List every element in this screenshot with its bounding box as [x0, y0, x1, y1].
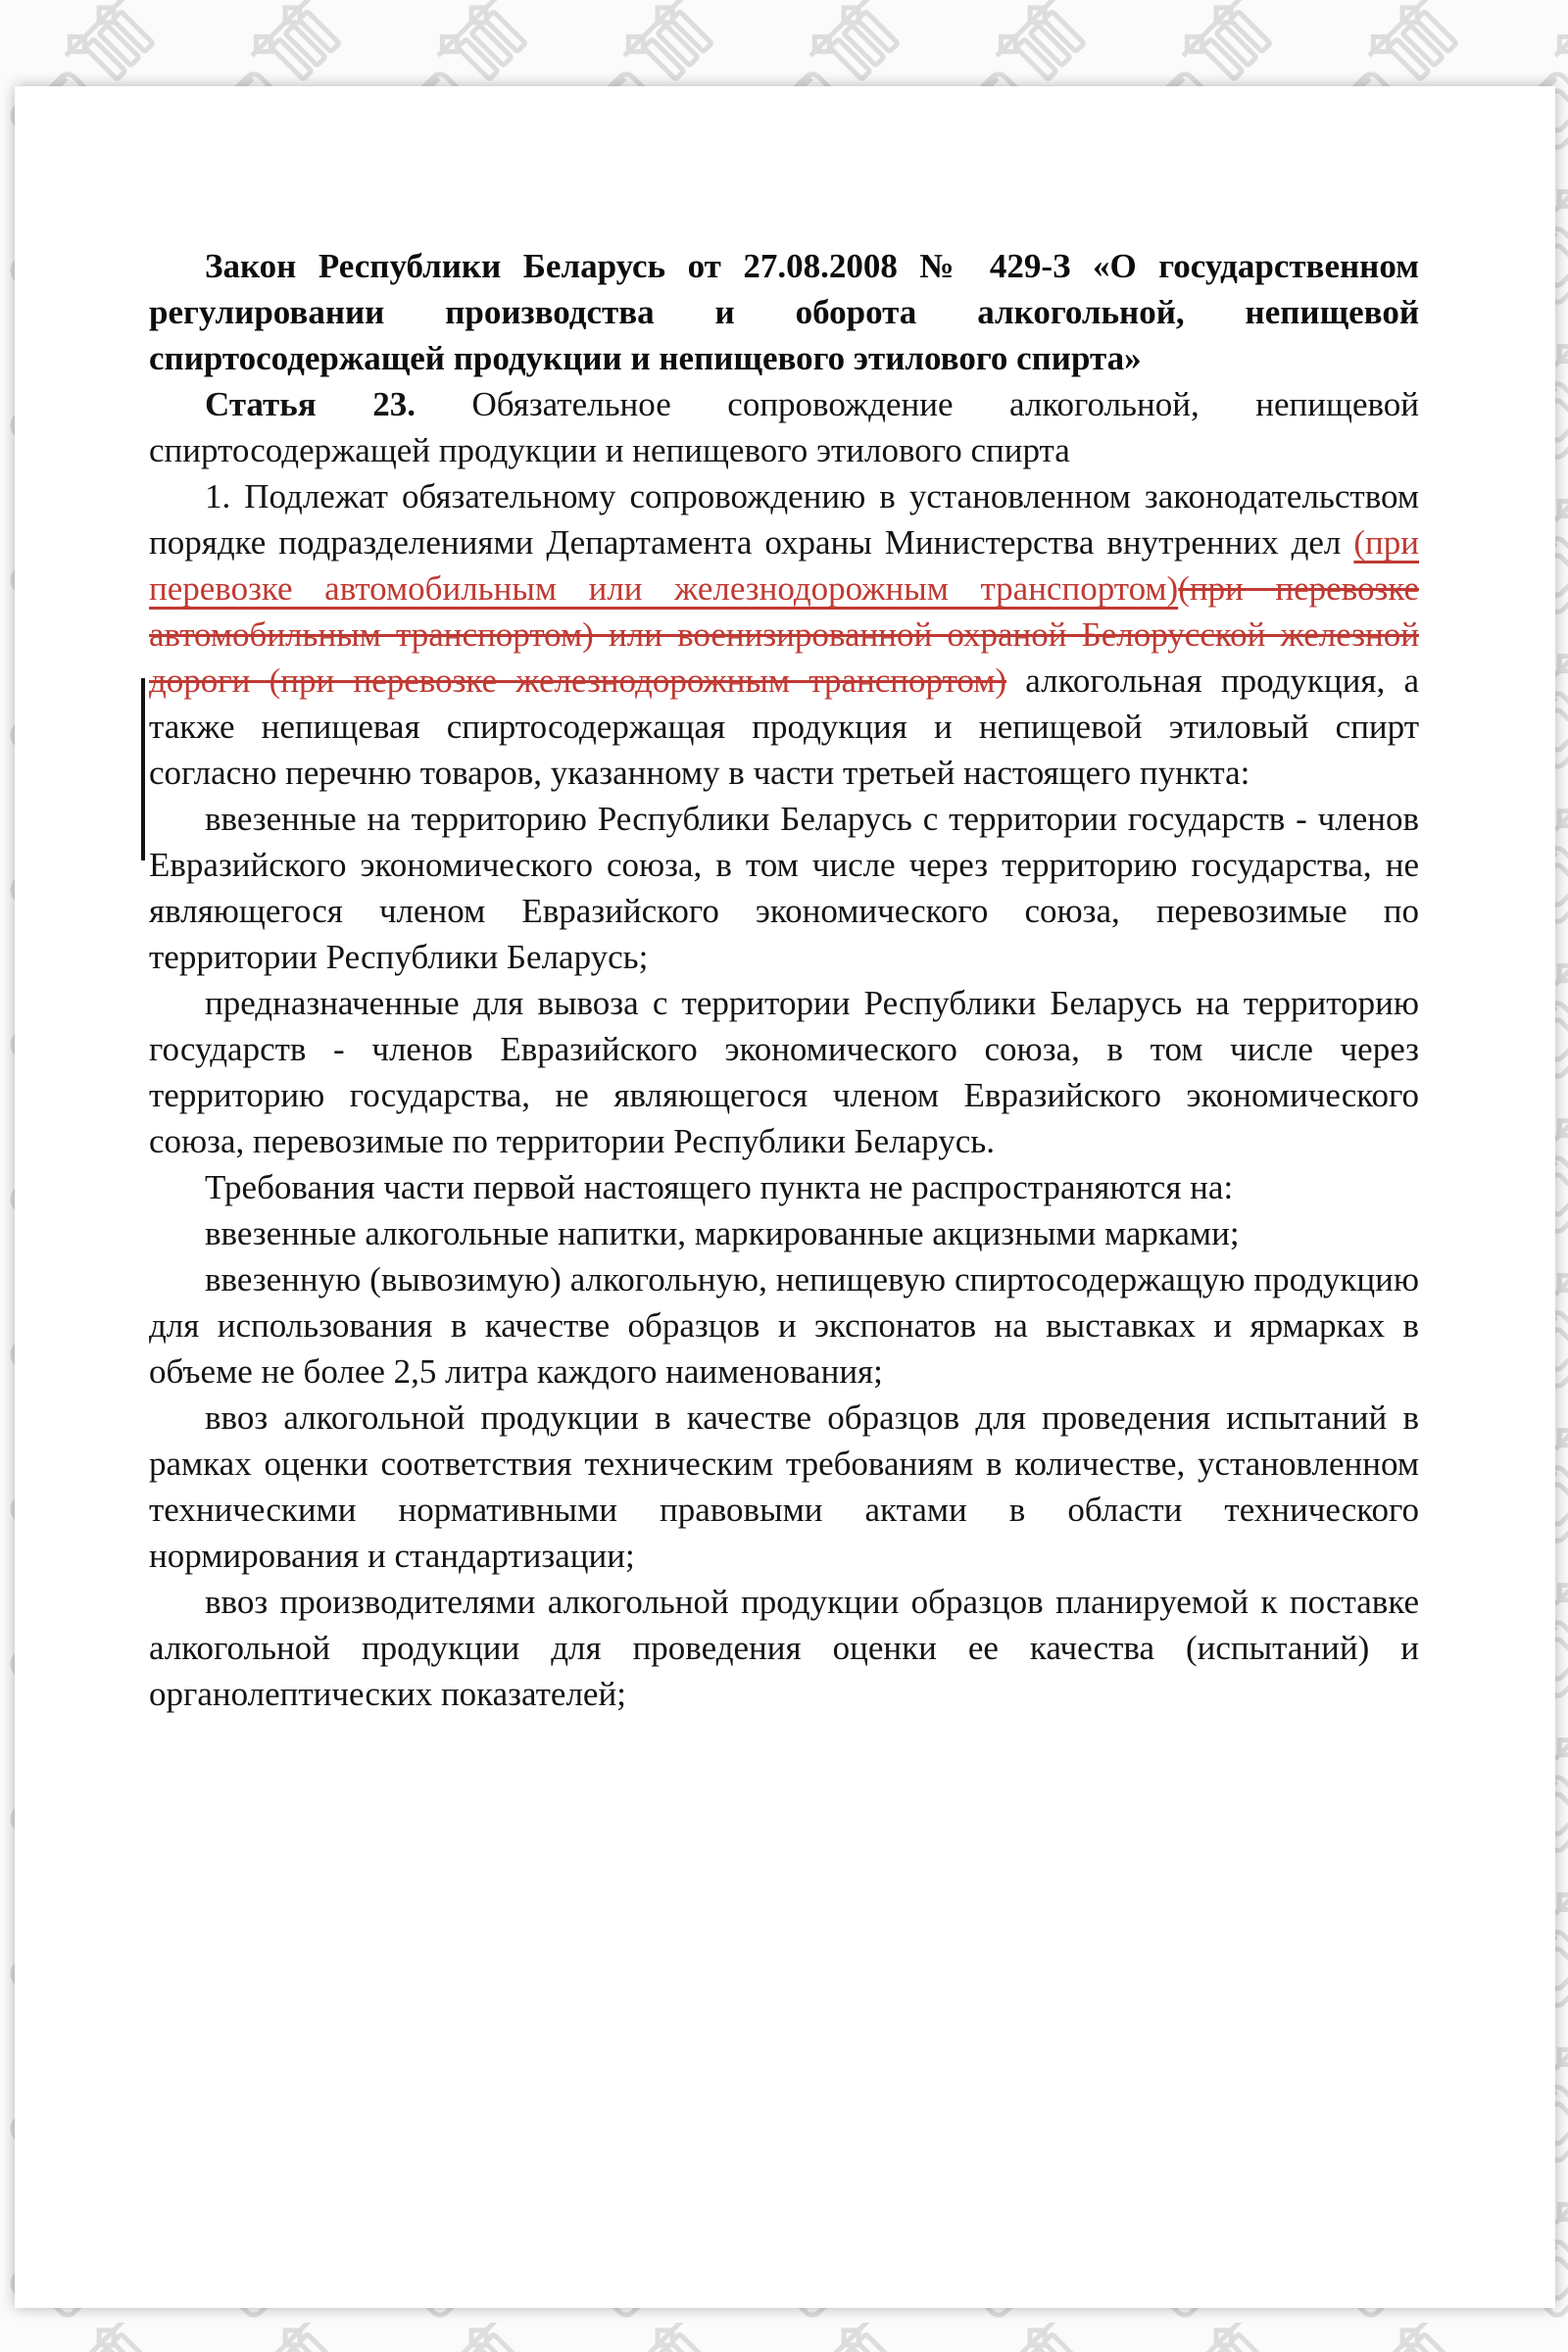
law-title: Закон Республики Беларусь от 27.08.2008 № 429-З «О государственном регулировании производства и оборота алкогольной, непищевой спиртосодержащей продукции и непищевого этилового спирта» — [149, 247, 1419, 377]
body-paragraph-export-goods: предназначенные для вывоза с территории Республики Беларусь на территорию государств - членов Евразийского экономического союза, в том числе через территорию государства, не являющегося членом Евразийского экономического союза, перевозимые по территории Республики Беларусь. — [149, 984, 1419, 1160]
inserted-text: (при перевозке автомобильным или железнодорожным транспортом) — [149, 523, 1419, 608]
body-paragraph-conformity-testing: ввоз алкогольной продукции в качестве образцов для проведения испытаний в рамках оценки соответствия техническим требованиям в количестве, установленном техническими нормативными правовыми актами в области технического нормирования и стандартизации; — [149, 1398, 1419, 1575]
article-number-label: Статья 23. — [205, 385, 416, 423]
clause-1-text-after: алкогольная продукция, а также непищевая спиртосодержащая продукция и непищевой этиловый спирт согласно перечню товаров, указанному в части третьей настоящего пункта: — [149, 662, 1419, 792]
body-paragraph-imported-goods: ввезенные на территорию Республики Беларусь с территории государств - членов Евразийского экономического союза, в том числе через территорию государства, не являющегося членом Евразийского экономического союза, перевозимые по территории Республики Беларусь; — [149, 800, 1419, 976]
body-paragraph-exhibition-samples: ввезенную (вывозимую) алкогольную, непищевую спиртосодержащую продукцию для использования в качестве образцов и экспонатов на выставках и ярмарках в объеме не более 2,5 литра каждого наименования; — [149, 1260, 1419, 1391]
body-paragraph-excise-marked: ввезенные алкогольные напитки, маркированные акцизными марками; — [205, 1214, 1240, 1252]
article-heading-text: Обязательное сопровождение алкогольной, непищевой спиртосодержащей продукции и непищевого этилового спирта — [149, 385, 1419, 469]
clause-1-paragraph — [149, 473, 1419, 796]
body-paragraph-producer-samples: ввоз производителями алкогольной продукции образцов планируемой к поставке алкогольной продукции для проведения оценки ее качества (испытаний) и органолептических показателей; — [149, 1583, 1419, 1713]
document-page — [15, 86, 1555, 2308]
document-content — [15, 86, 1555, 1717]
clause-1-text-before: 1. Подлежат обязательному сопровождению в установленном законодательством порядке подразделениями Департамента охраны Министерства внутренних дел — [149, 477, 1419, 562]
deleted-text: (при перевозке автомобильным транспортом) или военизированной охраной Белорусской железной дороги (при перевозке железнодорожным транспортом) — [149, 569, 1419, 700]
revision-change-bar — [141, 678, 145, 860]
article-heading — [149, 381, 1419, 473]
body-paragraph-exemptions-intro: Требования части первой настоящего пункта не распространяются на: — [205, 1168, 1234, 1206]
